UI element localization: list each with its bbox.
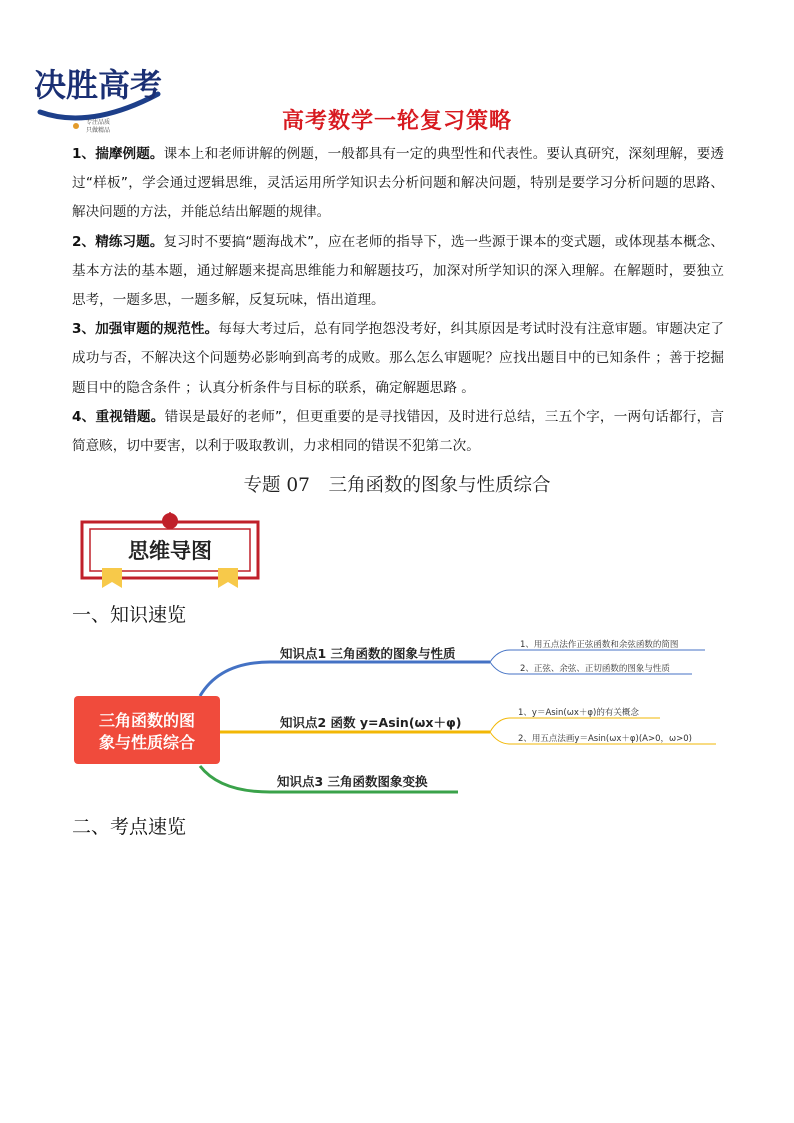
strategy-heading: 精练习题。 — [95, 233, 164, 250]
mindmap-center-box — [74, 696, 220, 764]
strategy-list — [72, 140, 724, 461]
strategy-number: 1、 — [72, 146, 96, 162]
ribbon-left-icon — [102, 568, 122, 588]
strategy-body: 课本上和老师讲解的例题，一般都具有一定的典型性和代表性。要认真研究，深刻理解，要透过“样板”，学会通过逻辑思维，灵活运用所学知识去分析问题和解决问题，特别是要学习分析问题的思路、解决问题的方法，并能总结出解题的规律。 — [72, 146, 725, 221]
leaf-connector — [490, 650, 705, 662]
mindmap-banner — [80, 512, 260, 590]
strategy-heading: 揣摩例题。 — [95, 146, 164, 162]
topic-heading: 专题 07 三角函数的图象与性质综合 — [243, 475, 551, 496]
branch-1-connector — [200, 662, 490, 696]
branch-2-label: 知识点2 函数 y=Asin(ωx＋φ) — [280, 715, 462, 730]
banner-dot-icon — [162, 513, 178, 529]
branch-3-label: 知识点3 三角函数图象变换 — [277, 774, 428, 789]
strategy-item — [72, 403, 724, 461]
logo-text: 决胜高考 — [34, 66, 163, 104]
section-heading-knowledge: 一、知识速览 — [72, 604, 187, 626]
strategy-heading: 加强审题的规范性。 — [95, 321, 219, 338]
ribbon-right-icon — [218, 568, 238, 588]
branch-1-label: 知识点1 三角函数的图象与性质 — [280, 646, 456, 661]
leaf-connector — [490, 718, 660, 732]
logo-subtext-1: 专注品质 — [86, 119, 111, 126]
strategy-number: 4、 — [72, 408, 96, 425]
banner-label: 思维导图 — [128, 539, 212, 563]
strategy-item — [72, 228, 724, 316]
section-heading-exam-points: 二、考点速览 — [72, 816, 187, 838]
strategy-heading: 重视错题。 — [95, 408, 165, 425]
strategy-number: 2、 — [72, 233, 96, 250]
strategy-number: 3、 — [72, 321, 96, 338]
strategy-body: 复习时不要搞“题海战术”，应在老师的指导下，选一些源于课本的变式题，或体现基本概念、基本方法的基本题，通过解题来提高思维能力和解题技巧，加深对所学知识的深入理解。在解题时，要独立思考，一题多思，一题多解，反复玩味，悟出道理。 — [72, 233, 724, 309]
leaf-label: 1、用五点法作正弦函数和余弦函数的简图 — [520, 640, 679, 650]
strategy-body: 错误是最好的老师”，但更重要的是寻找错因，及时进行总结，三五个字，一两句话都行，言简意赅，切中要害，以利于吸取教训，力求相同的错误不犯第二次。 — [72, 408, 725, 455]
mind-map — [70, 636, 740, 798]
strategy-item — [72, 140, 724, 228]
page-title: 高考数学一轮复习策略 — [281, 109, 512, 134]
leaf-label: 2、正弦、余弦、正切函数的图象与性质 — [520, 664, 670, 674]
leaf-label: 1、y＝Asin(ωx＋φ)的有关概念 — [518, 708, 639, 718]
logo-subtext-2: 只做精品 — [86, 127, 111, 134]
center-label-line2: 象与性质综合 — [98, 733, 196, 752]
center-label-line1: 三角函数的图 — [98, 711, 196, 730]
leaf-label: 2、用五点法画y＝Asin(ωx＋φ)(A>0，ω>0) — [518, 734, 692, 744]
strategy-body: 每每大考过后，总有同学抱怨没考好，纠其原因是考试时没有注意审题。审题决定了成功与否，不解决这个问题势必影响到高考的成败。那么怎么审题呢？应找出题目中的已知条件 ；善于挖掘题目中的隐含条件 ；认真分析条件与目标的联系，确定解题思路 。 — [72, 321, 725, 396]
strategy-item — [72, 315, 724, 403]
